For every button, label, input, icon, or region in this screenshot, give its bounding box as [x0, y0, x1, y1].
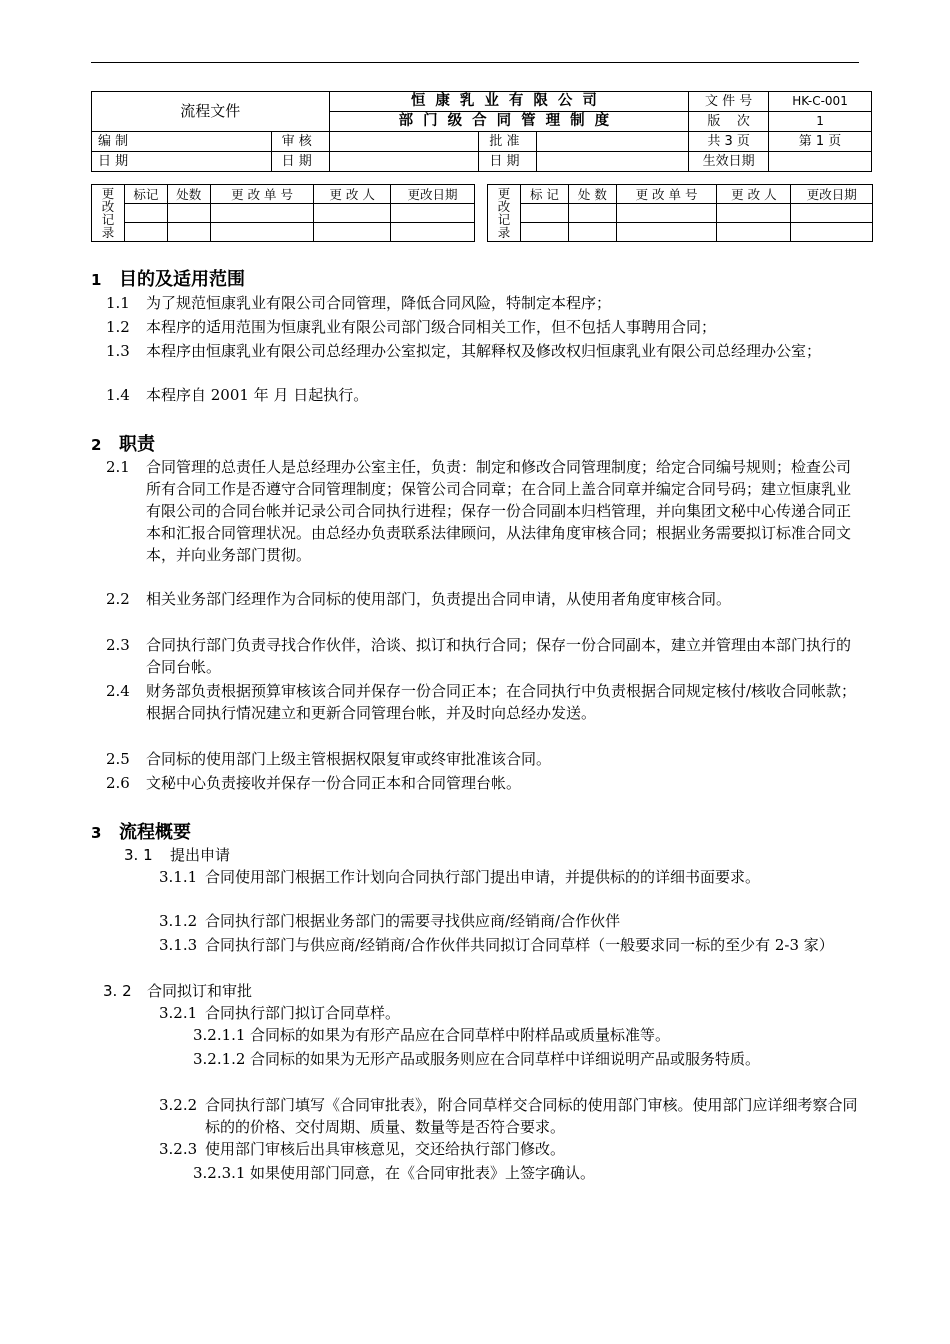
- list-item: [106, 634, 858, 678]
- list-item: [106, 384, 858, 406]
- item-number: 3.1.3: [159, 936, 198, 954]
- list-item: [103, 980, 703, 1002]
- doc-type: 流程文件: [92, 92, 330, 132]
- rev-cell: [125, 204, 168, 223]
- file-no: HK-C-001: [769, 92, 872, 112]
- item-number: 2.4: [106, 682, 130, 700]
- rev-cell: [568, 204, 616, 223]
- section-heading: [91, 818, 191, 844]
- rev-cell: [314, 223, 391, 242]
- effective-date-label: 生效日期: [689, 152, 769, 172]
- list-item: [159, 1002, 858, 1024]
- date-label-1: 日 期: [92, 152, 272, 172]
- rev-cell: [167, 204, 210, 223]
- item-number: 3.2.2: [159, 1096, 198, 1114]
- version-label: 版 次: [689, 112, 769, 132]
- item-text: 合同标的使用部门上级主管根据权限复审或终审批准该合同。: [146, 750, 552, 768]
- section-heading: [91, 430, 155, 456]
- list-item: [193, 1024, 858, 1046]
- item-number: 1.4: [106, 386, 130, 404]
- rev-col: 处 数: [568, 185, 616, 204]
- reviewer-label: 审 核: [271, 132, 329, 152]
- section-title: 职责: [119, 434, 155, 455]
- item-text: 合同执行部门根据业务部门的需要寻找供应商/经销商/合作伙伴: [205, 912, 621, 930]
- document-header-table: [91, 91, 872, 172]
- approver-value: [537, 132, 689, 152]
- version: 1: [769, 112, 872, 132]
- item-text: 财务部负责根据预算审核该合同并保存一份合同正本；在合同执行中负责根据合同规定核付/核收合同帐款；根据合同执行情况建立和更新合同管理台帐，并及时向总经办发送。: [146, 682, 857, 722]
- item-text: 为了规范恒康乳业有限公司合同管理，降低合同风险，特制定本程序；: [146, 294, 612, 312]
- item-number: 2.3: [106, 636, 130, 654]
- list-item: [124, 844, 724, 866]
- rev-cell: [616, 204, 717, 223]
- rev-cell: [521, 204, 569, 223]
- list-item: [159, 1094, 858, 1138]
- section-title: 流程概要: [119, 822, 191, 843]
- item-text: 合同使用部门根据工作计划向合同执行部门提出申请，并提供标的的详细书面要求。: [205, 868, 761, 886]
- item-text: 合同执行部门与供应商/经销商/合作伙伴共同拟订合同草样（一般要求同一标的至少有 2-3 家）: [205, 936, 834, 954]
- item-text: 合同拟订和审批: [147, 982, 253, 1000]
- rev-col: 更 改 人: [717, 185, 791, 204]
- list-item: [159, 934, 858, 956]
- list-item: [106, 340, 858, 362]
- item-number: 3. 2: [103, 982, 132, 1000]
- item-number: 3.2.1: [159, 1004, 198, 1022]
- reviewer-value: [329, 132, 479, 152]
- item-text: 使用部门审核后出具审核意见，交还给执行部门修改。: [205, 1140, 566, 1158]
- rev-cell: [521, 223, 569, 242]
- editor-label: 编 制: [92, 132, 272, 152]
- list-item: [159, 1138, 858, 1160]
- rev-cell: [717, 223, 791, 242]
- total-pages: 共 3 页: [689, 132, 769, 152]
- item-number: 3.2.1.1: [193, 1026, 246, 1044]
- section-number: 1: [91, 271, 102, 289]
- section-heading: [91, 265, 245, 291]
- date-value-3: [537, 152, 689, 172]
- rev-cell: [791, 204, 873, 223]
- item-text: 本程序由恒康乳业有限公司总经理办公室拟定，其解释权及修改权归恒康乳业有限公司总经理办公室；: [146, 342, 822, 360]
- approver-label: 批 准: [479, 132, 537, 152]
- rev-cell: [125, 223, 168, 242]
- item-text: 合同管理的总责任人是总经理办公室主任，负责：制定和修改合同管理制度；给定合同编号规则；检查公司所有合同工作是否遵守合同管理制度；保管公司合同章；在合同上盖合同章并编定合同号码；建立恒康乳业有限公司的合同台帐并记录公司合同执行进程；保存一份合同副本归档管理，并向集团文秘中心传递合同正本和汇报合同管理状况。由总经办负责联系法律顾问，从法律角度审核合同；根据业务需要拟订标准合同文本，并向业务部门贯彻。: [146, 458, 852, 564]
- date-value-2: [329, 152, 479, 172]
- rev-cell: [314, 204, 391, 223]
- rev-col: 更 改 单 号: [210, 185, 314, 204]
- revision-table-right: [487, 184, 873, 242]
- list-item: [193, 1048, 858, 1070]
- list-item: [159, 910, 858, 932]
- item-number: 3. 1: [124, 846, 153, 864]
- section-title: 目的及适用范围: [119, 269, 245, 290]
- list-item: [106, 316, 866, 338]
- list-item: [193, 1162, 858, 1184]
- list-item: [106, 680, 858, 724]
- item-number: 1.2: [106, 318, 130, 336]
- rev-cell: [390, 223, 474, 242]
- item-text: 合同标的如果为有形产品应在合同草样中附样品或质量标准等。: [250, 1026, 671, 1044]
- section-number: 3: [91, 824, 102, 842]
- page-number: 第 1 页: [769, 132, 872, 152]
- effective-date-value: [769, 152, 872, 172]
- list-item: [106, 772, 858, 794]
- rev-cell: [791, 223, 873, 242]
- item-text: 本程序的适用范围为恒康乳业有限公司部门级合同相关工作，但不包括人事聘用合同；: [146, 318, 717, 336]
- list-item: [159, 866, 858, 888]
- item-number: 1.1: [106, 294, 130, 312]
- date-label-2: 日 期: [271, 152, 329, 172]
- rev-col: 更 改 人: [314, 185, 391, 204]
- item-number: 3.2.3: [159, 1140, 198, 1158]
- rev-cell: [616, 223, 717, 242]
- item-number: 2.1: [106, 458, 130, 476]
- item-text: 如果使用部门同意，在《合同审批表》上签字确认。: [250, 1164, 596, 1182]
- item-text: 相关业务部门经理作为合同标的使用部门，负责提出合同申请，从使用者角度审核合同。: [146, 590, 732, 608]
- rev-cell: [568, 223, 616, 242]
- list-item: [106, 588, 858, 610]
- rev-col: 更改日期: [791, 185, 873, 204]
- item-number: 2.6: [106, 774, 130, 792]
- item-text: 合同执行部门填写《合同审批表》，附合同草样交合同标的使用部门审核。使用部门应详细考察合同标的的价格、交付周期、质量、数量等是否符合要求。: [205, 1096, 858, 1136]
- rev-col: 标 记: [521, 185, 569, 204]
- rev-cell: [167, 223, 210, 242]
- list-item: [106, 748, 858, 770]
- list-item: [106, 292, 862, 314]
- rev-cell: [390, 204, 474, 223]
- revision-label: 更改记录: [92, 185, 125, 242]
- rev-col: 更改日期: [390, 185, 474, 204]
- item-number: 3.2.3.1: [193, 1164, 246, 1182]
- item-number: 2.2: [106, 590, 130, 608]
- item-text: 提出申请: [170, 846, 231, 864]
- rev-cell: [210, 223, 314, 242]
- item-number: 3.2.1.2: [193, 1050, 246, 1068]
- item-text: 文秘中心负责接收并保存一份合同正本和合同管理台帐。: [146, 774, 522, 792]
- top-rule: [91, 62, 859, 63]
- file-no-label: 文 件 号: [689, 92, 769, 112]
- rev-cell: [210, 204, 314, 223]
- item-number: 1.3: [106, 342, 130, 360]
- rev-cell: [717, 204, 791, 223]
- item-number: 3.1.1: [159, 868, 198, 886]
- company-name: 恒康乳业有限公司: [329, 92, 689, 112]
- section-number: 2: [91, 436, 102, 454]
- date-label-3: 日 期: [479, 152, 537, 172]
- rev-col: 标记: [125, 185, 168, 204]
- revision-table-left: [91, 184, 475, 242]
- item-number: 3.1.2: [159, 912, 198, 930]
- rev-col: 更 改 单 号: [616, 185, 717, 204]
- item-text: 合同执行部门拟订合同草样。: [205, 1004, 401, 1022]
- revision-label: 更改记录: [488, 185, 521, 242]
- item-text: 合同执行部门负责寻找合作伙伴，洽谈、拟订和执行合同；保存一份合同副本，建立并管理由本部门执行的合同台帐。: [146, 636, 852, 676]
- item-text: 合同标的如果为无形产品或服务则应在合同草样中详细说明产品或服务特质。: [250, 1050, 761, 1068]
- rev-col: 处数: [167, 185, 210, 204]
- item-number: 2.5: [106, 750, 130, 768]
- list-item: [106, 456, 858, 566]
- item-text: 本程序自 2001 年 月 日起执行。: [146, 386, 369, 404]
- doc-title: 部门级合同管理制度: [329, 112, 689, 132]
